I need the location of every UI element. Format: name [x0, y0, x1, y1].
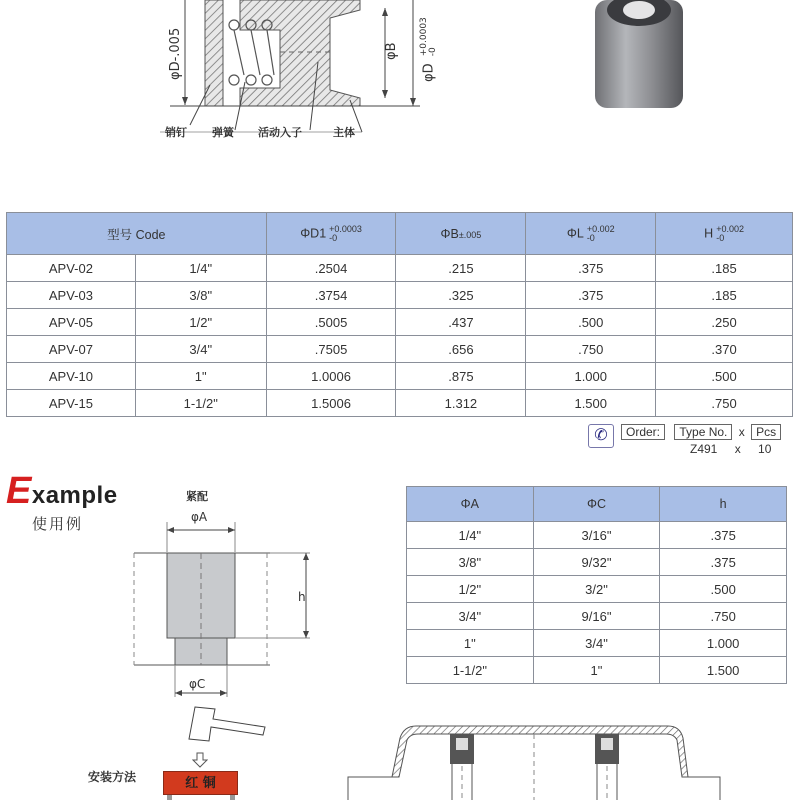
pcs-label: Pcs [751, 424, 781, 440]
example-title-initial: E [6, 470, 32, 512]
example-title [6, 470, 118, 513]
header-h: h [660, 487, 787, 522]
header-code: 型号 Code [7, 213, 267, 255]
table-row [7, 255, 793, 282]
phone-icon: ✆ [588, 424, 614, 448]
table-row [407, 576, 787, 603]
part-label-spring: 弹簧 [212, 126, 234, 139]
cell-c: 9/32" [533, 549, 660, 576]
cell-l: 1.000 [526, 363, 656, 390]
example-table [406, 486, 787, 684]
cell-l: .375 [526, 255, 656, 282]
cell-code: APV-05 [7, 309, 136, 336]
dim-label-c: φC [189, 677, 206, 691]
cell-h: .750 [660, 603, 787, 630]
header-l: ΦL +0.002 -0 [526, 213, 656, 255]
cell-c: 9/16" [533, 603, 660, 630]
cell-size: 1" [135, 363, 266, 390]
cell-h: 1.500 [660, 657, 787, 684]
cell-h: 1.000 [660, 630, 787, 657]
cell-l: .375 [526, 282, 656, 309]
cell-a: 1/2" [407, 576, 534, 603]
order-label: Order: [621, 424, 665, 440]
dim-label-a: φA [191, 510, 208, 524]
fit-label: 紧配 [186, 490, 208, 503]
cell-b: .875 [396, 363, 526, 390]
cell-code: APV-10 [7, 363, 136, 390]
example-table-header [407, 487, 787, 522]
cell-a: 3/8" [407, 549, 534, 576]
cell-h: .750 [656, 390, 793, 417]
cell-a: 3/4" [407, 603, 534, 630]
dim-label-b: φB [384, 42, 399, 60]
table-row [7, 390, 793, 417]
cell-h: .370 [656, 336, 793, 363]
cell-h: .185 [656, 255, 793, 282]
cell-code: APV-07 [7, 336, 136, 363]
install-method-label: 安装方法 [88, 770, 137, 784]
cell-h: .185 [656, 282, 793, 309]
header-d1: ΦD1 +0.0003 -0 [266, 213, 396, 255]
cell-size: 1/4" [135, 255, 266, 282]
cell-l: .750 [526, 336, 656, 363]
dim-label-h: h [298, 590, 306, 604]
pcs-value: 10 [758, 442, 772, 456]
order-line-labels [621, 424, 781, 440]
cell-a: 1/4" [407, 522, 534, 549]
cell-size: 1-1/2" [135, 390, 266, 417]
table-row [407, 522, 787, 549]
cell-l: .500 [526, 309, 656, 336]
multiply-sign-2: x [734, 442, 741, 456]
cell-d1: .7505 [266, 336, 396, 363]
cell-code: APV-02 [7, 255, 136, 282]
cell-c: 3/4" [533, 630, 660, 657]
header-a: ΦA [407, 487, 534, 522]
order-line-values [690, 442, 771, 456]
header-c: ΦC [533, 487, 660, 522]
down-arrow-icon [192, 752, 208, 768]
product-photo [585, 0, 695, 120]
cell-c: 3/16" [533, 522, 660, 549]
cell-code: APV-03 [7, 282, 136, 309]
part-label-body: 主体 [333, 126, 355, 139]
cell-b: .325 [396, 282, 526, 309]
cell-size: 3/4" [135, 336, 266, 363]
cell-b: .437 [396, 309, 526, 336]
press-fit-diagram [130, 522, 330, 702]
type-no-label: Type No. [674, 424, 732, 440]
cell-code: APV-15 [7, 390, 136, 417]
table-row [7, 309, 793, 336]
example-subtitle: 使用例 [32, 515, 84, 533]
table-row [407, 630, 787, 657]
header-h: H +0.002 -0 [656, 213, 793, 255]
example-title-rest: xample [31, 482, 118, 509]
cell-a: 1" [407, 630, 534, 657]
d-right-text: φD [421, 63, 437, 82]
table-row [7, 336, 793, 363]
cell-b: 1.312 [396, 390, 526, 417]
header-b: ΦB±.005 [396, 213, 526, 255]
cell-size: 1/2" [135, 309, 266, 336]
copper-feet [167, 795, 235, 800]
cell-a: 1-1/2" [407, 657, 534, 684]
cell-d1: 1.0006 [266, 363, 396, 390]
cell-b: .215 [396, 255, 526, 282]
table-row [407, 657, 787, 684]
cell-h: .500 [660, 576, 787, 603]
part-label-pin: 销钉 [165, 126, 187, 139]
spec-table [6, 212, 793, 417]
cell-d1: .5005 [266, 309, 396, 336]
type-no-value: Z491 [690, 442, 718, 456]
d-right-tolerance: +0.0003 -0 [419, 17, 438, 57]
dim-label-d-right [420, 17, 438, 82]
table-row [407, 603, 787, 630]
cell-l: 1.500 [526, 390, 656, 417]
mold-cross-section [340, 700, 760, 800]
table-row [7, 363, 793, 390]
cell-d1: .2504 [266, 255, 396, 282]
dim-label-d-left: φD-.005 [168, 27, 183, 80]
cell-h: .375 [660, 549, 787, 576]
part-label-insert: 活动入子 [258, 126, 302, 139]
cell-size: 3/8" [135, 282, 266, 309]
cell-h: .500 [656, 363, 793, 390]
table-row [407, 549, 787, 576]
multiply-sign: x [738, 425, 745, 439]
cell-d1: 1.5006 [266, 390, 396, 417]
hammer-icon [185, 705, 275, 755]
copper-block: 红 铜 [163, 771, 238, 795]
cell-c: 1" [533, 657, 660, 684]
table-row [7, 282, 793, 309]
cell-c: 3/2" [533, 576, 660, 603]
cell-d1: .3754 [266, 282, 396, 309]
cell-h: .250 [656, 309, 793, 336]
cell-h: .375 [660, 522, 787, 549]
cell-b: .656 [396, 336, 526, 363]
spec-table-header [7, 213, 793, 255]
